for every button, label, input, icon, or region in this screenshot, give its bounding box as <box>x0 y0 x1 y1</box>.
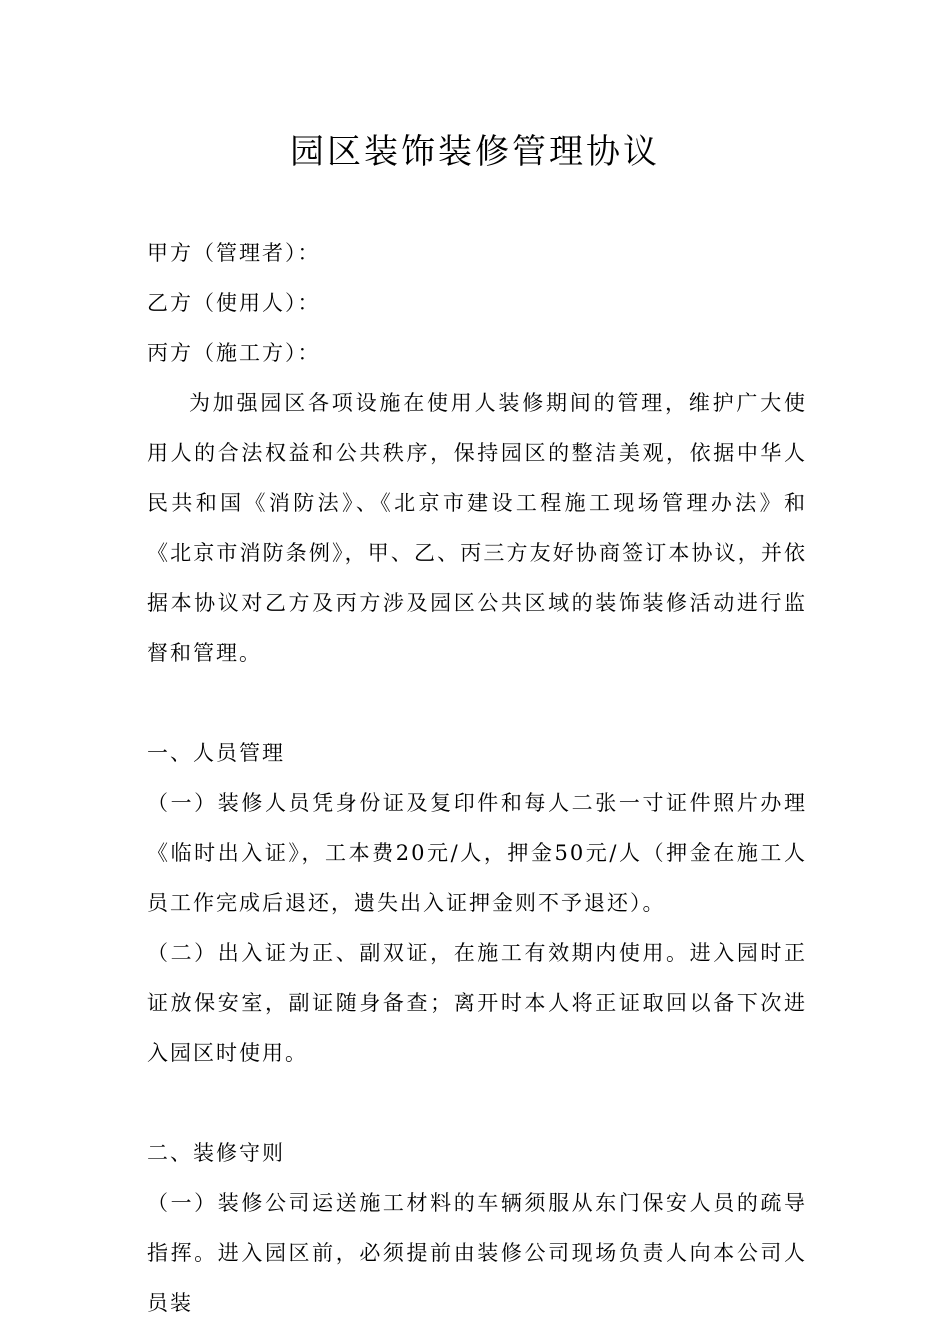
preamble-paragraph: 为加强园区各项设施在使用人装修期间的管理，维护广大使用人的合法权益和公共秩序，保持园区的整洁美观，依据中华人民共和国《消防法》、《北京市建设工程施工现场管理办法》和《北京市消防条例》，甲、乙、丙三方友好协商签订本协议，并依据本协议对乙方及丙方涉及园区公共区域的装饰装修活动进行监督和管理。 <box>147 391 807 665</box>
party-b-line: 乙方（使用人）： <box>147 291 321 315</box>
renovation-rules-item-1: （一）装修公司运送施工材料的车辆须服从东门保安人员的疏导指挥。进入园区前，必须提前由装修公司现场负责人向本公司人员装 <box>147 1191 807 1315</box>
personnel-item-1: （一）装修人员凭身份证及复印件和每人二张一寸证件照片办理《临时出入证》，工本费20元/人，押金50元/人（押金在施工人员工作完成后退还，遗失出入证押金则不予退还）。 <box>147 791 807 915</box>
document-title: 园区装饰装修管理协议 <box>290 132 660 172</box>
section-spacer <box>147 678 807 728</box>
section-heading-personnel: 一、人员管理 <box>147 741 285 765</box>
document-body <box>147 228 807 1328</box>
personnel-item-2: （二）出入证为正、副双证，在施工有效期内使用。进入园时正证放保安室，副证随身备查；离开时本人将正证取回以备下次进入园区时使用。 <box>147 941 807 1065</box>
section-heading-renovation-rules: 二、装修守则 <box>147 1141 285 1165</box>
party-c-line: 丙方（施工方）： <box>147 341 321 365</box>
party-a-line: 甲方（管理者）： <box>147 241 321 265</box>
section-spacer <box>147 1078 807 1128</box>
